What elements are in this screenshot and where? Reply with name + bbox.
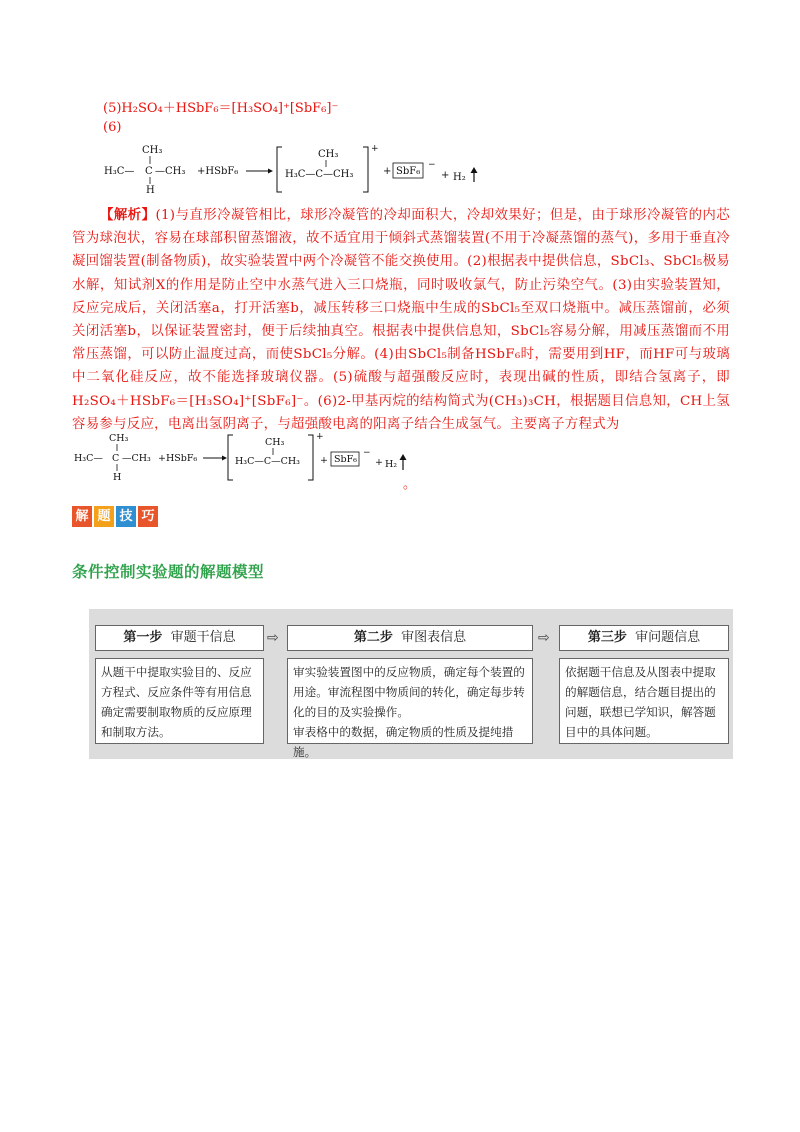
analysis-tag: 【解析】 <box>100 207 156 223</box>
eq2-h: H <box>113 472 122 483</box>
eq-h: H <box>146 185 155 194</box>
eq-right-ch3: —CH₃ <box>155 166 186 177</box>
step-arrow-1-icon: ⇨ <box>267 630 279 646</box>
step-1-head: 第一步 审题干信息 <box>95 625 264 651</box>
analysis-text: (1)与直形冷凝管相比，球形冷凝管的冷却面积大，冷却效果好；但是，由于球形冷凝管的内芯管为球泡状，容易在球部积留蒸馏液，故不适宜用于倾斜式蒸馏装置(不用于冷凝蒸馏的蒸气)，多用于垂直冷凝回馏装置(制备物质)，故实验装置中两个冷凝管不能交换使用。(2)根据表中提供信息，SbCl₃、SbCl₅极易水解，知试剂X的作用是防止空中水蒸气进入三口烧瓶，同时吸收氯气，防止污染空气。(3)由实验装置知，反应完成后，关闭活塞a，打开活塞b，减压转移三口烧瓶中生成的SbCl₅至双口烧瓶中。减压蒸馏前，必须关闭活塞b，以保证装置密封，便于后续抽真空。根据表中提供信息知，SbCl₅容易分解，用减压蒸馏而不用常压蒸馏，可以防止温度过高，而使SbCl₅分解。(4)由SbCl₅制备HSbF₆时，需要用到HF，而HF可与玻璃中二氧化硅反应，故不能选择玻璃仪器。(5)硫酸与超强酸反应时，表现出碱的性质，即结合氢离子，即H₂SO₄＋HSbF₆＝[H₃SO₄]⁺[SbF₆]⁻。(6)2-甲基丙烷的结构简式为(CH₃)₃CH，根据题目信息知，CH上氢容易参与反应，电离出氢阴离子，与超强酸电离的阳离子结合生成氢气。主要离子方程式为 <box>72 208 730 432</box>
gas-up-arrow-icon <box>471 167 478 173</box>
eq2-cation: H₃C—C—CH₃ <box>235 456 300 467</box>
answer-line-5: (5)H₂SO₄＋HSbF₆＝[H₃SO₄]⁺[SbF₆]⁻ <box>103 101 339 116</box>
eq2-sbf6: SbF₆ <box>334 454 357 465</box>
answer-line-6: (6) <box>103 120 122 135</box>
eq2-arrow-icon <box>222 456 227 461</box>
eq2-right-ch3: —CH₃ <box>122 453 151 464</box>
eq-sbf6: SbF₆ <box>396 166 421 177</box>
step-arrow-2-icon: ⇨ <box>538 630 550 646</box>
eq-plus-hsbf6: +HSbF₆ <box>197 166 239 177</box>
model-diagram <box>89 609 733 759</box>
eq-ch3: CH₃ <box>142 145 163 156</box>
eq2-charge-plus: + <box>316 432 324 442</box>
eq-charge-minus: − <box>428 160 436 170</box>
eq2-h3c: H₃C— <box>74 453 103 464</box>
equation-period: 。 <box>403 477 417 492</box>
section-title: 条件控制实验题的解题模型 <box>72 563 265 581</box>
reaction-equation-2 <box>72 428 422 484</box>
eq-cation: H₃C—C—CH₃ <box>285 169 354 180</box>
eq2-ch3: CH₃ <box>109 433 129 444</box>
eq2-cation-ch3: CH₃ <box>265 437 285 448</box>
eq2-plus-2: + <box>375 457 383 468</box>
tips-badge <box>72 506 160 527</box>
eq2-c: C <box>112 453 120 464</box>
step-1-body: 从题干中提取实验目的、反应方程式、反应条件等有用信息确定需要制取物质的反应原理和制取方法。 <box>95 658 264 744</box>
step-3-head: 第三步 审问题信息 <box>559 625 729 651</box>
eq-h3c: H₃C— <box>104 166 135 177</box>
tip-char-4: 巧 <box>138 506 158 527</box>
gas-up-arrow-icon-2 <box>400 454 407 460</box>
tip-char-3: 技 <box>116 506 136 527</box>
step-2-body: 审实验装置图中的反应物质，确定每个装置的用途。审流程图中物质间的转化，确定每步转化的目的及实验操作。 审表格中的数据，确定物质的性质及提纯措施。 <box>287 658 533 744</box>
eq-c: C <box>145 166 153 177</box>
eq2-plus-hsbf6: +HSbF₆ <box>158 453 198 464</box>
eq-plus-2: + <box>441 170 450 181</box>
analysis-paragraph <box>72 204 730 436</box>
eq-arrow-icon <box>268 169 273 174</box>
eq-plus: + <box>383 166 392 177</box>
step-2-head: 第二步 审图表信息 <box>287 625 533 651</box>
tip-char-2: 题 <box>94 506 114 527</box>
eq2-charge-minus: − <box>363 448 371 458</box>
reaction-equation <box>100 142 500 194</box>
eq2-h2: H₂ <box>385 459 398 470</box>
eq2-plus: + <box>320 455 328 466</box>
eq-charge-plus: + <box>371 144 379 154</box>
step-3-body: 依据题干信息及从图表中提取的解题信息，结合题目提出的问题，联想已学知识，解答题目中的具体问题。 <box>559 658 729 744</box>
eq-cation-ch3: CH₃ <box>318 149 339 160</box>
eq-h2: H₂ <box>453 172 466 183</box>
tip-char-1: 解 <box>72 506 92 527</box>
